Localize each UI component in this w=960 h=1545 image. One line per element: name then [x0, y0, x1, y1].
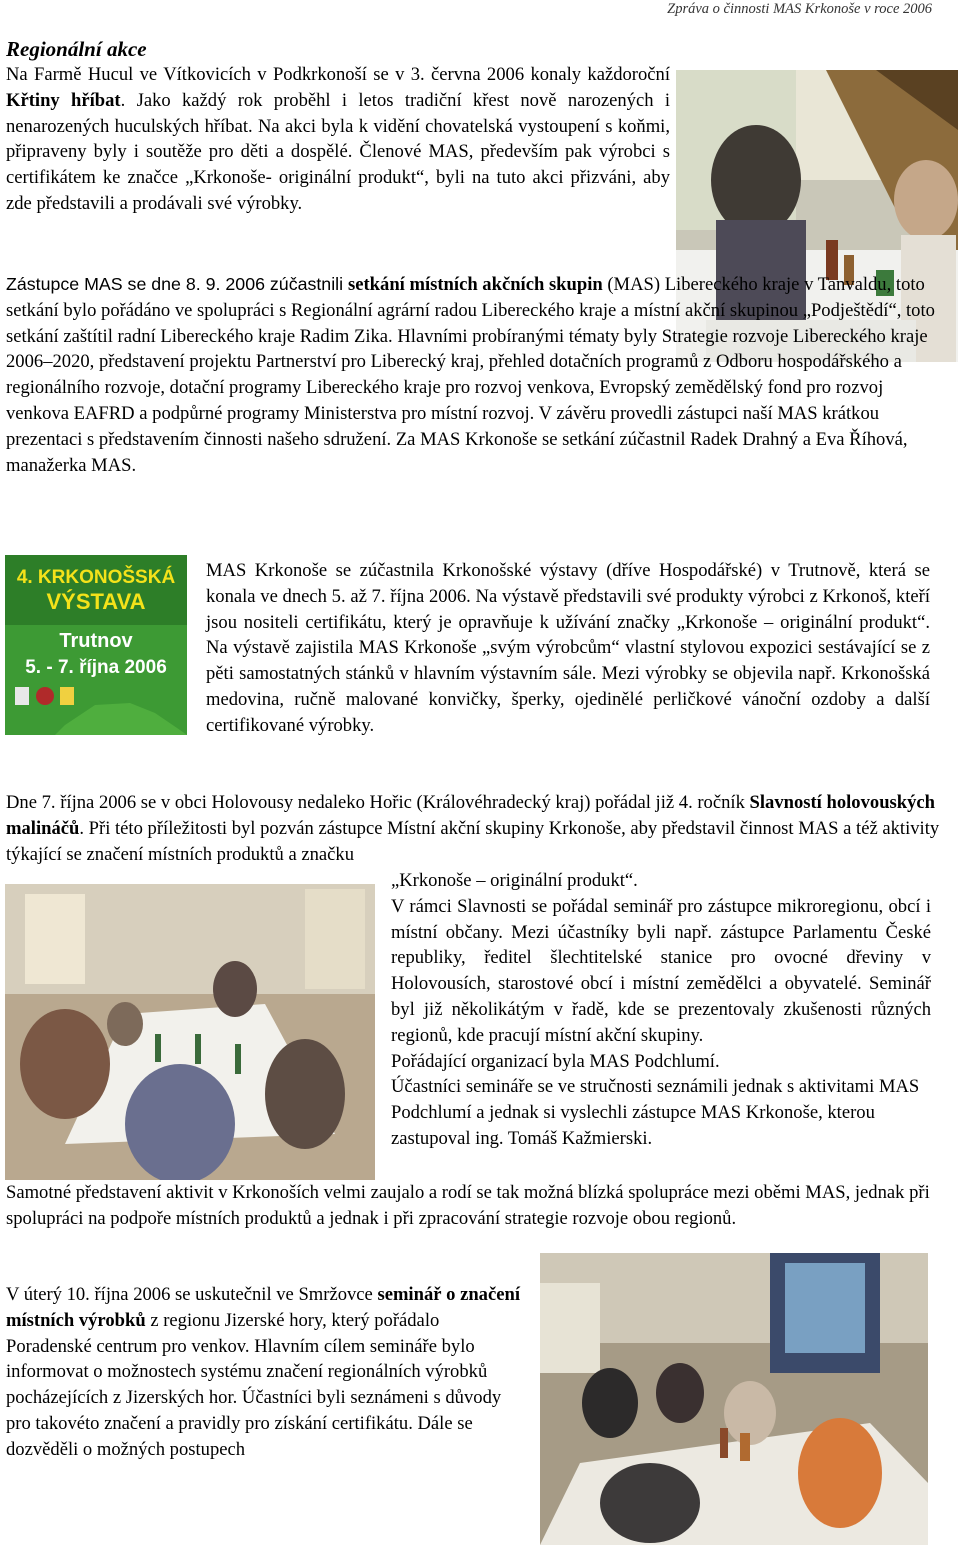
paragraph-tanvald-meeting [6, 272, 936, 478]
p2-text-a: Zástupce MAS se dne 8. 9. 2006 zúčastnili [6, 274, 348, 294]
paragraph-farm-hucul [6, 62, 670, 217]
p5-text-c: z regionu Jizerské hory, který pořádalo Poradenské centrum pro venkov. Hlavním cílem semináře bylo informovat o možnostech systému značení regionálních výrobků pocházejících z Jizerských hor. Účastníci byli seznámeni s důvody pro takovéto značení a pravidly pro získání certifikátu. Dále se dozvěděli o možných postupech [6, 1309, 502, 1460]
p4-text-a: Dne 7. října 2006 se v obci Holovousy nedaleko Hořic (Královéhradecký kraj) pořádal již 4. ročník [6, 792, 750, 813]
poster-line1: 4. KRKONOŠSKÁ [16, 567, 176, 588]
p4-text-c: . Při této příležitosti byl pozván zástupce Místní akční skupiny Krkonoše, aby představil činnost MAS a též aktivity týkající se značení místních produktů a značku [6, 817, 940, 865]
photo-seminar-holovousy [5, 884, 375, 1180]
p2-text-c: (MAS) Libereckého kraje v Tanvaldu, toto setkání bylo pořádáno ve spolupráci s Regionální agrární radou Libereckého kraje a místní akční skupinou „Podještědí“, toto setkání zaštítil radní Libereckého kraje Radim Zika. Hlavními probíranými tématy byly Strategie rozvoje Libereckého kraje 2006–2020, představení projektu Partnerství pro Liberecký kraj, přehled dotačních programů z Odboru hospodářského a regionálního rozvoje, dotační programy Libereckého kraje pro rozvoj venkova, Evropský zemědělský fond pro rozvoj venkova EAFRD a podpůrné programy Ministerstva pro místní rozvoj. V závěru provedli zástupci naší MAS krátkou prezentaci s představením činnosti našeho sdružení. Za MAS Krkonoše se setkání zúčastnil Radek Drahný a Eva Říhová, manažerka MAS. [6, 274, 935, 476]
p4-participants-text: Účastníci semináře se ve stručnosti seznámili jednak s aktivitami MAS Podchlumí a jednak si vyslechli zástupce MAS Krkonoše, kterou zastupoval ing. Tomáš Kažmierski. [391, 1076, 920, 1149]
coat-of-arms-icon [60, 687, 74, 705]
p4-organizer-text: Pořádající organizací byla MAS Podchlumí. [391, 1050, 720, 1072]
emblem-icon [36, 687, 54, 705]
photo-workshop-smrzovka [540, 1253, 928, 1545]
paragraph-holovousy-intro [6, 790, 946, 867]
section-title: Regionální akce [6, 37, 147, 61]
p4-quoted-brand: „Krkonoše – originální produkt“. [391, 870, 638, 891]
p1-text-a: Na Farmě Hucul ve Vítkovicích v Podkrkonoší se v 3. června 2006 konaly každoroční [6, 64, 670, 85]
paragraph-holovousy-closing: Samotné představení aktivit v Krkonoších velmi zaujalo a rodí se tak možná blízká spolupráce mezi oběmi MAS, jednak při spolupráci na podpoře místních produktů a jednak i při zpracování strategie rozvoje obou regionů. [6, 1182, 930, 1229]
p2-bold-event: setkání místních akčních skupin [348, 274, 603, 295]
poster-line4: 5. - 7. října 2006 [25, 657, 167, 678]
paragraph-trutnov-exhibition: MAS Krkonoše se zúčastnila Krkonošské výstavy (dříve Hospodářské) v Trutnově, která se konala ve dnech 5. až 7. října 2006. Na výstavě představili své produkty výrobci z Krkonoš, kteří jsou nositeli certifikátu, který je opravňuje k užívání značky „Krkonoše – originální produkt“. Na výstavě zajistila MAS Krkonoše „svým výrobcům“ vlastní stylovou expozici sestávající se z pěti samostatných stánků v hlavním výstavním sále. Mezi výrobky se objevila např. Krkonošská medovina, ručně malované konvičky, šperky, ojedinělé perličkové vánoční ozdoby a další certifikované výrobky. [206, 560, 930, 736]
poster-line2: VÝSTAVA [46, 589, 146, 614]
paragraph-holovousy-body [391, 868, 931, 1152]
p1-bold-event: Křtiny hříbat [6, 89, 121, 111]
running-header: Zpráva o činnosti MAS Krkonoše v roce 2006 [667, 1, 932, 17]
p4-bold-event: Slavností holovouských malináčů [6, 792, 935, 839]
coat-of-arms-icon [15, 687, 29, 705]
p1-text-c: . Jako každý rok proběhl i letos tradiční křest nově narozených i nenarozených huculských hříbat. Na akci byla k vidění chovatelská vystoupení s koňmi, připraveny byly i soutěže pro děti a dospělé. Členové MAS, především pak výrobci s certifikátem ke značce „Krkonoše- originální produkt“, byli na tuto akci přizváni, aby zde představili a prodávali své výrobky. [6, 89, 671, 214]
paragraph-smrzovka-seminar [6, 1282, 526, 1463]
poster-line3: Trutnov [59, 630, 133, 652]
poster-krkonosska-vystava [5, 555, 187, 735]
p4-seminar-text: V rámci Slavnosti se pořádal seminář pro zástupce mikroregionu, obcí i místní občany. Mezi účastníky byli např. zástupce Parlamentu České republiky, ředitel šlechtitelské stanice pro ovocné dřeviny v Holovousích, starostové obcí i místní zemědělci a obyvatelé. Seminář byl již několikátým v řadě, kde se prezentovaly zkušenosti různých regionů, kde pracují místní akční skupiny. [391, 895, 931, 1046]
p5-bold-event: seminář o značení místních výrobků [6, 1284, 520, 1331]
p5-text-a: V úterý 10. října 2006 se uskutečnil ve Smržovce [6, 1284, 378, 1305]
